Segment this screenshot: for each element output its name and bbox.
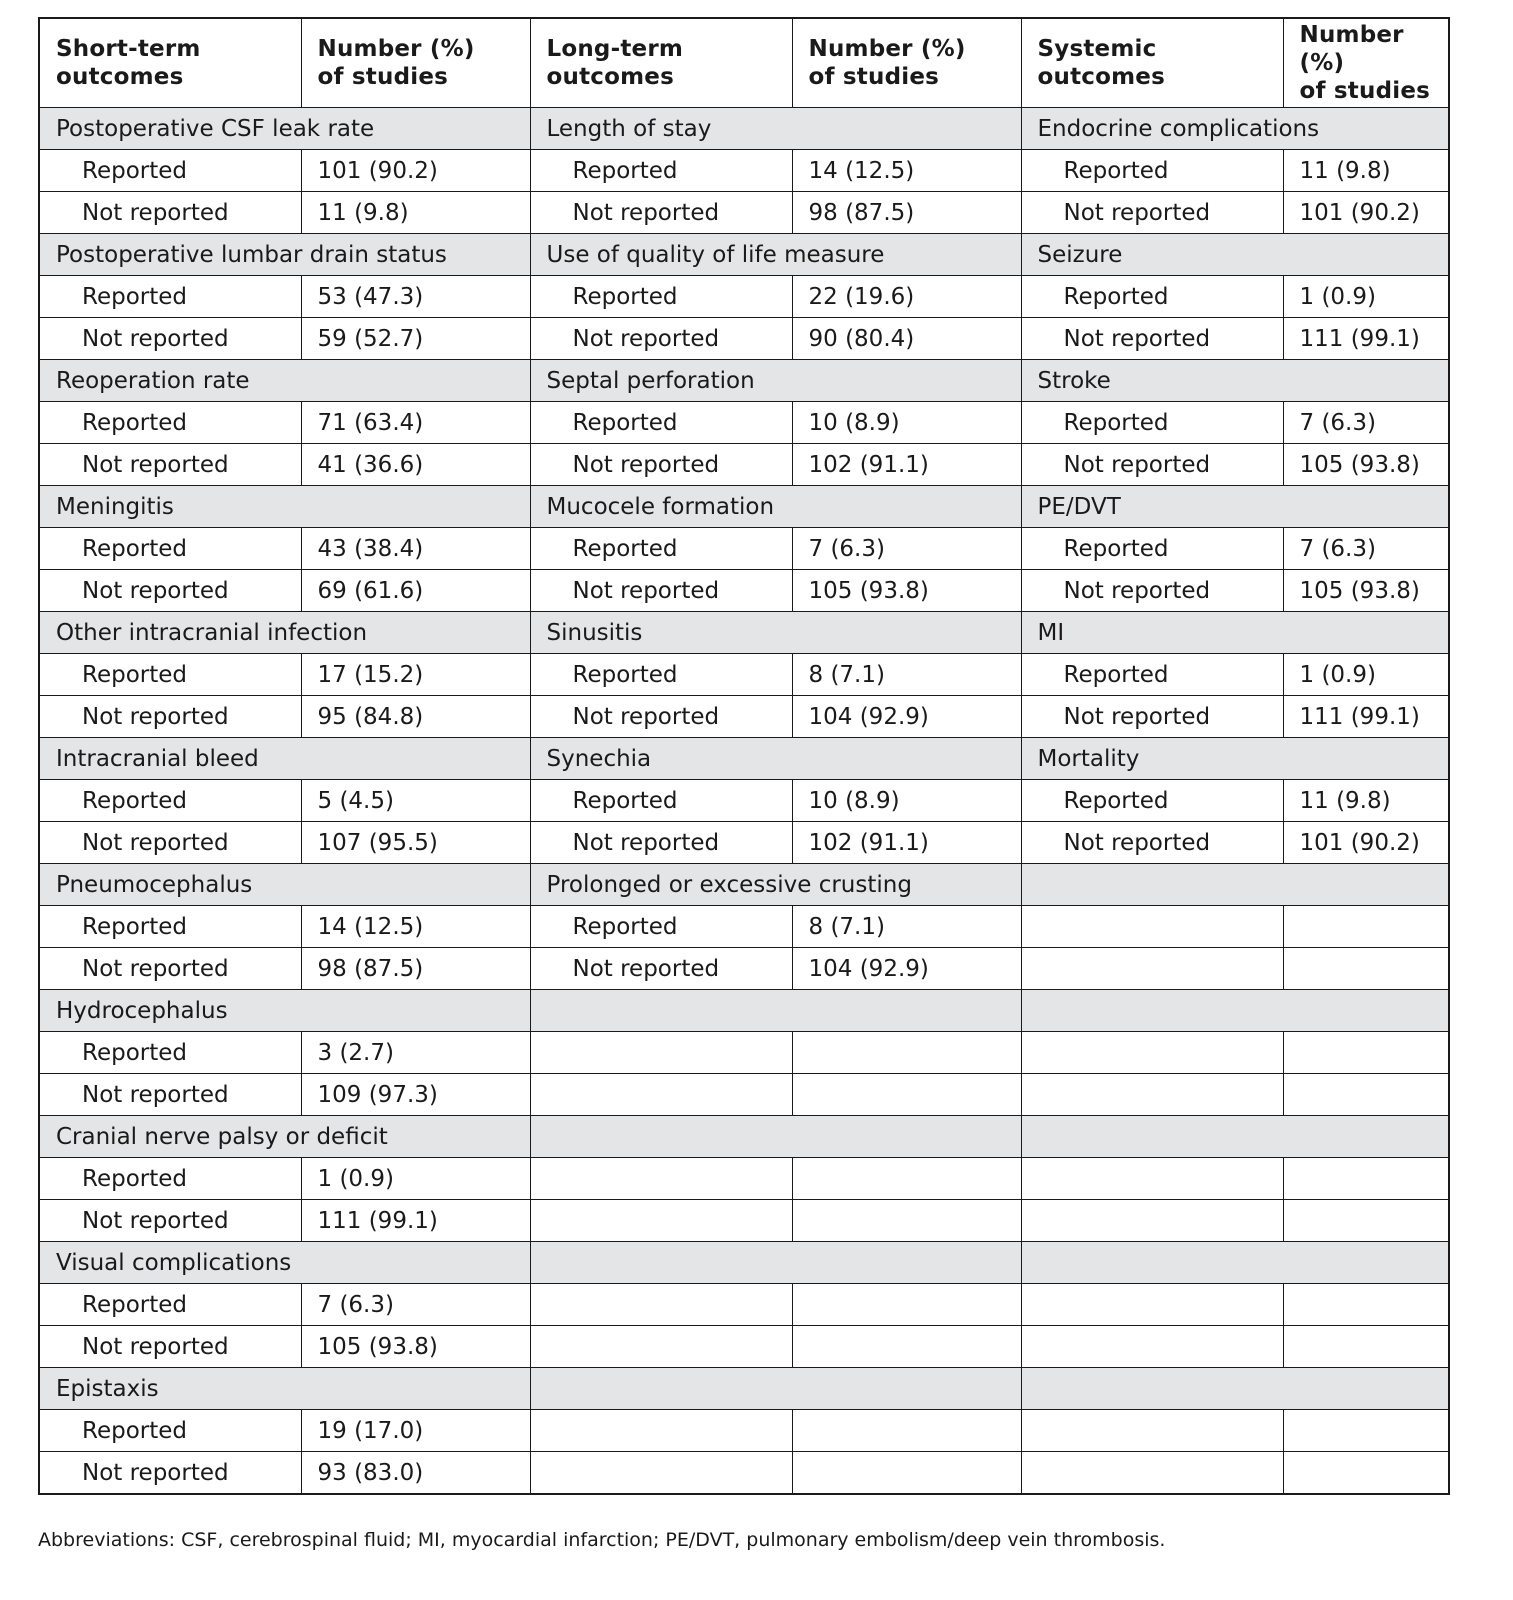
short-term-category-cell: Postoperative lumbar drain status — [39, 234, 530, 276]
reported-row — [39, 276, 1449, 318]
long-term-count-cell: 102 (91.1) — [792, 444, 1021, 486]
systemic-empty-cell — [1283, 1158, 1449, 1200]
long-term-count-cell: 104 (92.9) — [792, 696, 1021, 738]
short-term-status-label: Not reported — [39, 192, 301, 234]
short-term-category-cell: Epistaxis — [39, 1368, 530, 1410]
short-term-count-cell: 109 (97.3) — [301, 1074, 530, 1116]
systemic-category-cell: MI — [1021, 612, 1449, 654]
long-term-category-cell: Septal perforation — [530, 360, 1021, 402]
short-term-status-label: Not reported — [39, 444, 301, 486]
short-term-count-cell: 41 (36.6) — [301, 444, 530, 486]
systemic-empty-cell — [1021, 1368, 1449, 1410]
short-term-count-cell: 19 (17.0) — [301, 1410, 530, 1452]
systemic-empty-cell — [1021, 1200, 1283, 1242]
category-row — [39, 1242, 1449, 1284]
footnote: Abbreviations: CSF, cerebrospinal fluid; MI, myocardial infarction; PE/DVT, pulmonary embolism/deep vein thrombosis. — [38, 1529, 1166, 1551]
short-term-count-cell: 59 (52.7) — [301, 318, 530, 360]
systemic-empty-cell — [1021, 948, 1283, 990]
systemic-status-label: Not reported — [1021, 444, 1283, 486]
outcomes-table — [38, 17, 1450, 1495]
short-term-status-label: Reported — [39, 654, 301, 696]
header-text: Systemic — [1037, 36, 1157, 62]
long-term-empty-cell — [792, 1284, 1021, 1326]
long-term-category-cell: Sinusitis — [530, 612, 1021, 654]
long-term-status-label: Not reported — [530, 696, 792, 738]
systemic-count-cell: 101 (90.2) — [1283, 192, 1449, 234]
outcomes-table-container — [38, 17, 1448, 1495]
short-term-count-cell: 101 (90.2) — [301, 150, 530, 192]
systemic-count-cell: 11 (9.8) — [1283, 780, 1449, 822]
long-term-empty-cell — [530, 990, 1021, 1032]
systemic-count-cell: 11 (9.8) — [1283, 150, 1449, 192]
long-term-count-cell: 10 (8.9) — [792, 780, 1021, 822]
short-term-category-cell: Reoperation rate — [39, 360, 530, 402]
short-term-count-cell: 11 (9.8) — [301, 192, 530, 234]
long-term-count-cell: 7 (6.3) — [792, 528, 1021, 570]
header-short-term-outcomes — [39, 18, 301, 108]
systemic-empty-cell — [1283, 1452, 1449, 1495]
short-term-status-label: Reported — [39, 402, 301, 444]
category-row — [39, 108, 1449, 150]
reported-row — [39, 1284, 1449, 1326]
short-term-count-cell: 3 (2.7) — [301, 1032, 530, 1074]
systemic-count-cell: 105 (93.8) — [1283, 570, 1449, 612]
systemic-status-label: Reported — [1021, 780, 1283, 822]
long-term-category-cell: Prolonged or excessive crusting — [530, 864, 1021, 906]
short-term-status-label: Not reported — [39, 1074, 301, 1116]
systemic-count-cell: 7 (6.3) — [1283, 402, 1449, 444]
short-term-status-label: Not reported — [39, 1200, 301, 1242]
not-reported-row — [39, 1074, 1449, 1116]
long-term-count-cell: 104 (92.9) — [792, 948, 1021, 990]
systemic-empty-cell — [1021, 1326, 1283, 1368]
long-term-status-label: Reported — [530, 906, 792, 948]
short-term-status-label: Reported — [39, 1284, 301, 1326]
long-term-empty-cell — [530, 1368, 1021, 1410]
systemic-empty-cell — [1021, 1452, 1283, 1495]
long-term-count-cell: 10 (8.9) — [792, 402, 1021, 444]
not-reported-row — [39, 1200, 1449, 1242]
header-short-term-number — [301, 18, 530, 108]
systemic-empty-cell — [1021, 1074, 1283, 1116]
short-term-count-cell: 69 (61.6) — [301, 570, 530, 612]
systemic-empty-cell — [1283, 948, 1449, 990]
long-term-empty-cell — [530, 1158, 792, 1200]
long-term-empty-cell — [530, 1200, 792, 1242]
short-term-count-cell: 111 (99.1) — [301, 1200, 530, 1242]
reported-row — [39, 654, 1449, 696]
systemic-empty-cell — [1283, 1284, 1449, 1326]
short-term-status-label: Reported — [39, 1158, 301, 1200]
systemic-empty-cell — [1283, 1410, 1449, 1452]
reported-row — [39, 1032, 1449, 1074]
header-text: Long-term — [546, 36, 684, 62]
header-long-term-number — [792, 18, 1021, 108]
reported-row — [39, 1158, 1449, 1200]
systemic-count-cell: 105 (93.8) — [1283, 444, 1449, 486]
long-term-count-cell: 105 (93.8) — [792, 570, 1021, 612]
systemic-empty-cell — [1021, 906, 1283, 948]
systemic-status-label: Not reported — [1021, 696, 1283, 738]
not-reported-row — [39, 318, 1449, 360]
systemic-count-cell: 111 (99.1) — [1283, 696, 1449, 738]
short-term-status-label: Reported — [39, 1410, 301, 1452]
not-reported-row — [39, 822, 1449, 864]
systemic-empty-cell — [1021, 1284, 1283, 1326]
systemic-count-cell: 101 (90.2) — [1283, 822, 1449, 864]
systemic-count-cell: 1 (0.9) — [1283, 276, 1449, 318]
short-term-count-cell: 53 (47.3) — [301, 276, 530, 318]
reported-row — [39, 528, 1449, 570]
long-term-empty-cell — [530, 1074, 792, 1116]
header-text: of studies — [1299, 78, 1431, 104]
short-term-status-label: Not reported — [39, 822, 301, 864]
short-term-count-cell: 17 (15.2) — [301, 654, 530, 696]
not-reported-row — [39, 1452, 1449, 1495]
long-term-status-label: Reported — [530, 276, 792, 318]
short-term-status-label: Not reported — [39, 696, 301, 738]
systemic-status-label: Reported — [1021, 654, 1283, 696]
short-term-status-label: Not reported — [39, 1452, 301, 1495]
systemic-category-cell: Stroke — [1021, 360, 1449, 402]
long-term-empty-cell — [530, 1284, 792, 1326]
long-term-empty-cell — [792, 1200, 1021, 1242]
long-term-empty-cell — [792, 1074, 1021, 1116]
systemic-empty-cell — [1021, 1158, 1283, 1200]
systemic-category-cell: Endocrine complications — [1021, 108, 1449, 150]
long-term-count-cell: 22 (19.6) — [792, 276, 1021, 318]
systemic-empty-cell — [1283, 1074, 1449, 1116]
header-row — [39, 18, 1449, 108]
systemic-count-cell: 1 (0.9) — [1283, 654, 1449, 696]
long-term-empty-cell — [792, 1326, 1021, 1368]
short-term-category-cell: Visual complications — [39, 1242, 530, 1284]
short-term-count-cell: 107 (95.5) — [301, 822, 530, 864]
short-term-status-label: Reported — [39, 528, 301, 570]
long-term-empty-cell — [792, 1410, 1021, 1452]
long-term-status-label: Reported — [530, 402, 792, 444]
long-term-count-cell: 102 (91.1) — [792, 822, 1021, 864]
header-text: outcomes — [546, 64, 674, 90]
systemic-category-cell: Mortality — [1021, 738, 1449, 780]
systemic-status-label: Not reported — [1021, 570, 1283, 612]
systemic-empty-cell — [1021, 1410, 1283, 1452]
table-body — [39, 108, 1449, 1495]
reported-row — [39, 906, 1449, 948]
not-reported-row — [39, 948, 1449, 990]
systemic-status-label: Reported — [1021, 402, 1283, 444]
short-term-count-cell: 98 (87.5) — [301, 948, 530, 990]
short-term-status-label: Reported — [39, 906, 301, 948]
category-row — [39, 864, 1449, 906]
long-term-status-label: Reported — [530, 528, 792, 570]
short-term-count-cell: 5 (4.5) — [301, 780, 530, 822]
long-term-category-cell: Synechia — [530, 738, 1021, 780]
header-text: outcomes — [56, 64, 184, 90]
not-reported-row — [39, 570, 1449, 612]
systemic-empty-cell — [1283, 1200, 1449, 1242]
short-term-status-label: Reported — [39, 276, 301, 318]
systemic-empty-cell — [1021, 1116, 1449, 1158]
short-term-count-cell: 1 (0.9) — [301, 1158, 530, 1200]
systemic-empty-cell — [1283, 1032, 1449, 1074]
not-reported-row — [39, 696, 1449, 738]
long-term-empty-cell — [530, 1116, 1021, 1158]
long-term-category-cell: Length of stay — [530, 108, 1021, 150]
short-term-count-cell: 95 (84.8) — [301, 696, 530, 738]
short-term-status-label: Reported — [39, 150, 301, 192]
long-term-empty-cell — [530, 1242, 1021, 1284]
long-term-count-cell: 98 (87.5) — [792, 192, 1021, 234]
category-row — [39, 1368, 1449, 1410]
category-row — [39, 234, 1449, 276]
systemic-count-cell: 111 (99.1) — [1283, 318, 1449, 360]
long-term-status-label: Reported — [530, 150, 792, 192]
category-row — [39, 360, 1449, 402]
long-term-status-label: Reported — [530, 780, 792, 822]
systemic-empty-cell — [1283, 1326, 1449, 1368]
long-term-category-cell: Mucocele formation — [530, 486, 1021, 528]
long-term-count-cell: 90 (80.4) — [792, 318, 1021, 360]
short-term-count-cell: 93 (83.0) — [301, 1452, 530, 1495]
long-term-empty-cell — [530, 1032, 792, 1074]
short-term-status-label: Reported — [39, 1032, 301, 1074]
long-term-status-label: Not reported — [530, 570, 792, 612]
header-long-term-outcomes — [530, 18, 792, 108]
long-term-empty-cell — [530, 1326, 792, 1368]
category-row — [39, 1116, 1449, 1158]
short-term-status-label: Not reported — [39, 948, 301, 990]
long-term-count-cell: 14 (12.5) — [792, 150, 1021, 192]
short-term-category-cell: Intracranial bleed — [39, 738, 530, 780]
systemic-category-cell: Seizure — [1021, 234, 1449, 276]
header-text: Short-term — [56, 36, 201, 62]
short-term-count-cell: 43 (38.4) — [301, 528, 530, 570]
long-term-category-cell: Use of quality of life measure — [530, 234, 1021, 276]
short-term-status-label: Not reported — [39, 570, 301, 612]
long-term-status-label: Not reported — [530, 948, 792, 990]
header-text: Number (%) — [1299, 22, 1404, 76]
systemic-count-cell: 7 (6.3) — [1283, 528, 1449, 570]
systemic-status-label: Reported — [1021, 150, 1283, 192]
short-term-status-label: Not reported — [39, 1326, 301, 1368]
short-term-count-cell: 71 (63.4) — [301, 402, 530, 444]
short-term-category-cell: Cranial nerve palsy or deficit — [39, 1116, 530, 1158]
long-term-status-label: Not reported — [530, 822, 792, 864]
long-term-status-label: Reported — [530, 654, 792, 696]
short-term-category-cell: Postoperative CSF leak rate — [39, 108, 530, 150]
header-text: of studies — [808, 64, 940, 90]
systemic-status-label: Not reported — [1021, 192, 1283, 234]
systemic-empty-cell — [1021, 1032, 1283, 1074]
long-term-empty-cell — [792, 1158, 1021, 1200]
systemic-empty-cell — [1021, 864, 1449, 906]
category-row — [39, 738, 1449, 780]
long-term-empty-cell — [792, 1452, 1021, 1495]
systemic-empty-cell — [1021, 1242, 1449, 1284]
long-term-count-cell: 8 (7.1) — [792, 654, 1021, 696]
category-row — [39, 612, 1449, 654]
short-term-category-cell: Hydrocephalus — [39, 990, 530, 1032]
systemic-status-label: Reported — [1021, 528, 1283, 570]
category-row — [39, 990, 1449, 1032]
long-term-status-label: Not reported — [530, 444, 792, 486]
long-term-empty-cell — [530, 1452, 792, 1495]
reported-row — [39, 1410, 1449, 1452]
reported-row — [39, 150, 1449, 192]
reported-row — [39, 402, 1449, 444]
short-term-count-cell: 7 (6.3) — [301, 1284, 530, 1326]
short-term-category-cell: Other intracranial infection — [39, 612, 530, 654]
reported-row — [39, 780, 1449, 822]
short-term-count-cell: 14 (12.5) — [301, 906, 530, 948]
header-systemic-number — [1283, 18, 1449, 108]
header-text: outcomes — [1037, 64, 1165, 90]
long-term-empty-cell — [792, 1032, 1021, 1074]
not-reported-row — [39, 444, 1449, 486]
systemic-status-label: Reported — [1021, 276, 1283, 318]
header-text: of studies — [317, 64, 449, 90]
not-reported-row — [39, 192, 1449, 234]
systemic-empty-cell — [1283, 906, 1449, 948]
short-term-category-cell: Meningitis — [39, 486, 530, 528]
long-term-status-label: Not reported — [530, 192, 792, 234]
systemic-status-label: Not reported — [1021, 318, 1283, 360]
header-text: Number (%) — [317, 36, 475, 62]
short-term-count-cell: 105 (93.8) — [301, 1326, 530, 1368]
short-term-status-label: Not reported — [39, 318, 301, 360]
short-term-category-cell: Pneumocephalus — [39, 864, 530, 906]
header-systemic-outcomes — [1021, 18, 1283, 108]
long-term-status-label: Not reported — [530, 318, 792, 360]
long-term-count-cell: 8 (7.1) — [792, 906, 1021, 948]
long-term-empty-cell — [530, 1410, 792, 1452]
not-reported-row — [39, 1326, 1449, 1368]
systemic-empty-cell — [1021, 990, 1449, 1032]
short-term-status-label: Reported — [39, 780, 301, 822]
header-text: Number (%) — [808, 36, 966, 62]
category-row — [39, 486, 1449, 528]
systemic-status-label: Not reported — [1021, 822, 1283, 864]
systemic-category-cell: PE/DVT — [1021, 486, 1449, 528]
